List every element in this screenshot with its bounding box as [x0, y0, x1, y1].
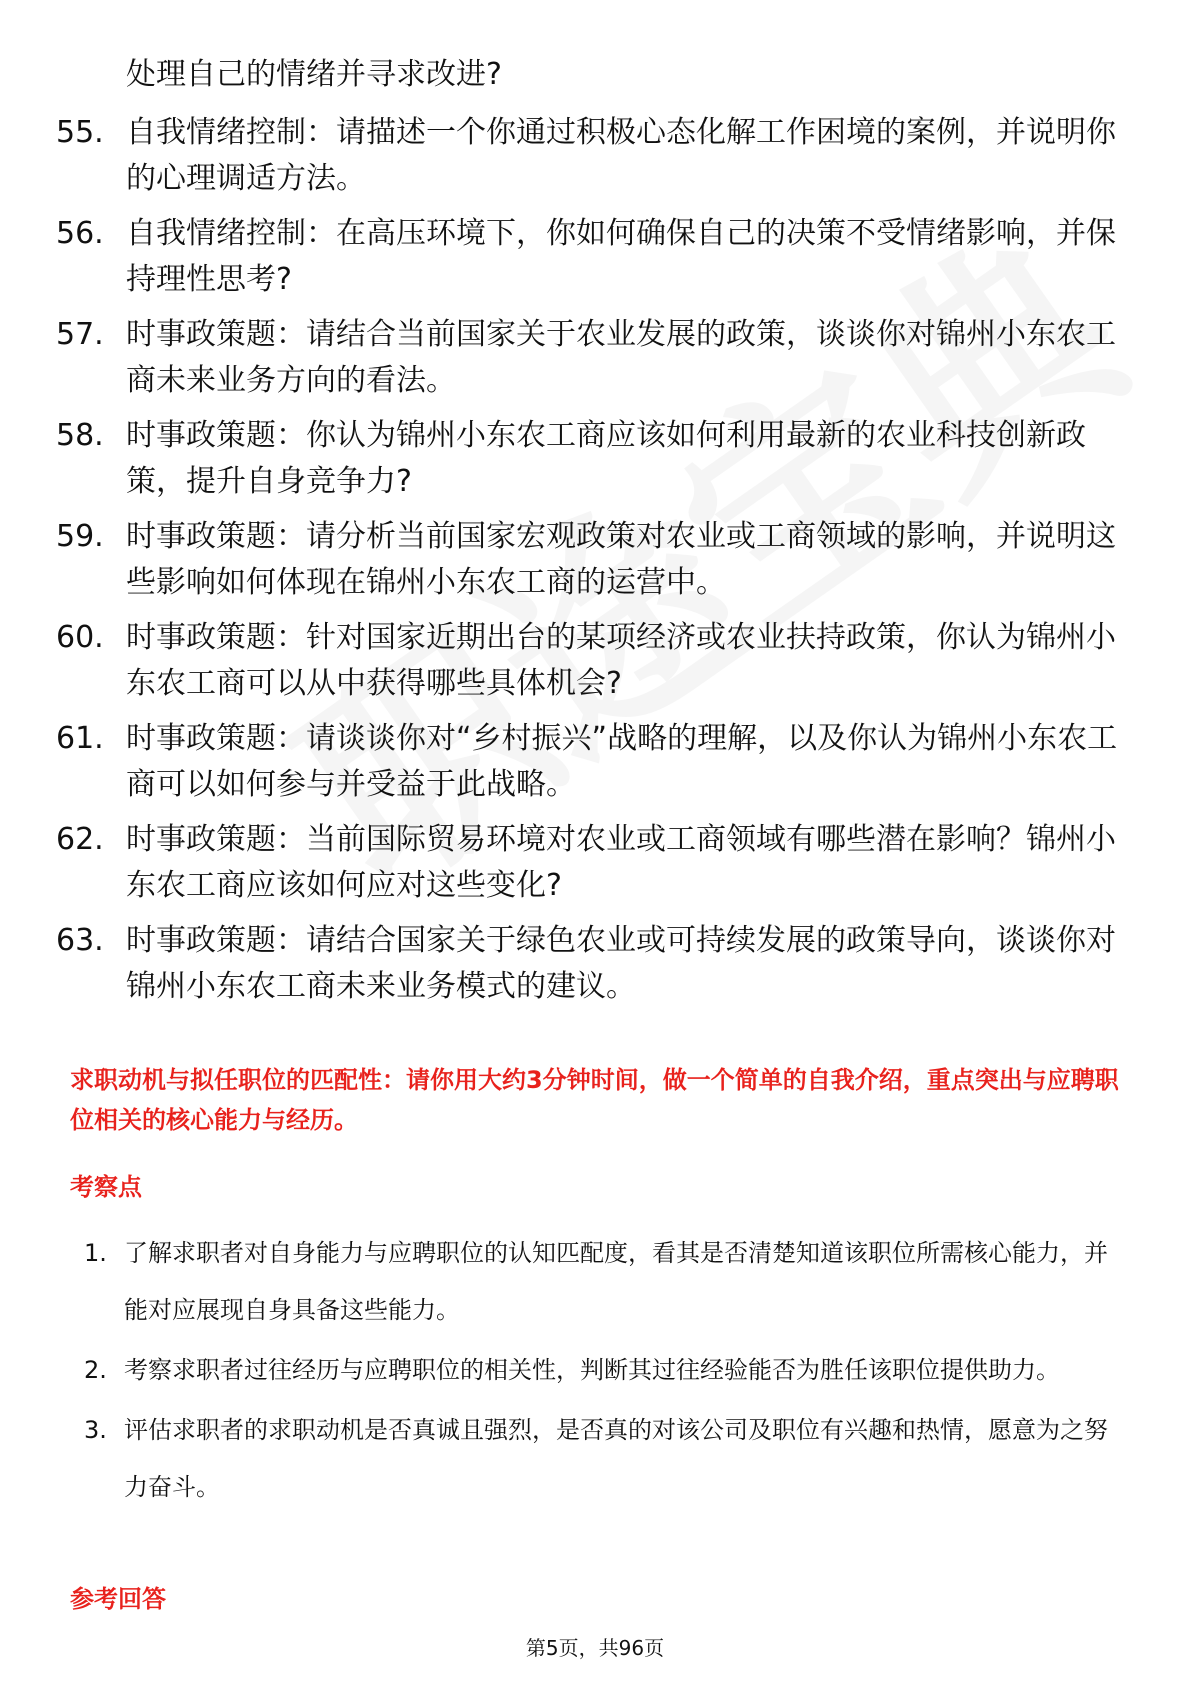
- item-number: 58.: [56, 418, 104, 453]
- item-number: 59.: [56, 519, 104, 554]
- list-item: [56, 817, 1136, 909]
- list-item: [56, 716, 1136, 808]
- item-number: 61.: [56, 721, 104, 756]
- reference-answer-label: 参考回答: [70, 1585, 166, 1613]
- list-item: [56, 110, 1136, 202]
- item-number: 1.: [84, 1239, 107, 1267]
- item-number: 57.: [56, 317, 104, 352]
- list-item: [56, 918, 1136, 1010]
- item-text: 时事政策题：请谈谈你对“乡村振兴”战略的理解，以及你认为锦州小东农工商可以如何参与并受益于此战略。: [126, 721, 1118, 802]
- item-text: 自我情绪控制：请描述一个你通过积极心态化解工作困境的案例，并说明你的心理调适方法。: [126, 115, 1116, 196]
- item-number: 56.: [56, 216, 104, 251]
- list-item: [56, 413, 1136, 505]
- item-text: 时事政策题：你认为锦州小东农工商应该如何利用最新的农业科技创新政策，提升自身竞争力?: [126, 418, 1086, 499]
- item-number: 55.: [56, 115, 104, 150]
- item-number: 60.: [56, 620, 104, 655]
- item-number: 62.: [56, 822, 104, 857]
- list-item: [84, 1342, 1124, 1399]
- list-item: [56, 211, 1136, 303]
- item-text: 时事政策题：请分析当前国家宏观政策对农业或工商领域的影响，并说明这些影响如何体现在锦州小东农工商的运营中。: [126, 519, 1116, 600]
- page-number: 第5页，共96页: [525, 1636, 665, 1660]
- item-text: 时事政策题：请结合国家关于绿色农业或可持续发展的政策导向，谈谈你对锦州小东农工商未来业务模式的建议。: [126, 923, 1116, 1004]
- item-text: 时事政策题：请结合当前国家关于农业发展的政策，谈谈你对锦州小东农工商未来业务方向的看法。: [126, 317, 1116, 398]
- question-heading: 求职动机与拟任职位的匹配性：请你用大约3分钟时间，做一个简单的自我介绍，重点突出与应聘职位相关的核心能力与经历。: [70, 1066, 1119, 1134]
- item-text: 自我情绪控制：在高压环境下，你如何确保自己的决策不受情绪影响，并保持理性思考?: [126, 216, 1116, 297]
- item-text: 时事政策题：当前国际贸易环境对农业或工商领域有哪些潜在影响？锦州小东农工商应该如何应对这些变化?: [126, 822, 1116, 903]
- item-number: 2.: [84, 1356, 107, 1384]
- question-continuation: 处理自己的情绪并寻求改进?: [126, 57, 502, 92]
- list-item: [84, 1225, 1124, 1339]
- list-item: [56, 514, 1136, 606]
- item-number: 63.: [56, 923, 104, 958]
- question-list: [56, 110, 1136, 1019]
- item-text: 评估求职者的求职动机是否真诚且强烈，是否真的对该公司及职位有兴趣和热情，愿意为之努力奋斗。: [124, 1416, 1108, 1501]
- item-text: 时事政策题：针对国家近期出台的某项经济或农业扶持政策，你认为锦州小东农工商可以从中获得哪些具体机会?: [126, 620, 1116, 701]
- item-text: 考察求职者过往经历与应聘职位的相关性，判断其过往经验能否为胜任该职位提供助力。: [124, 1356, 1060, 1384]
- list-item: [56, 312, 1136, 404]
- exam-points-list: [84, 1225, 1124, 1519]
- item-number: 3.: [84, 1416, 107, 1444]
- list-item: [56, 615, 1136, 707]
- item-text: 了解求职者对自身能力与应聘职位的认知匹配度，看其是否清楚知道该职位所需核心能力，并能对应展现自身具备这些能力。: [124, 1239, 1108, 1324]
- exam-points-label: 考察点: [70, 1173, 142, 1201]
- list-item: [84, 1402, 1124, 1516]
